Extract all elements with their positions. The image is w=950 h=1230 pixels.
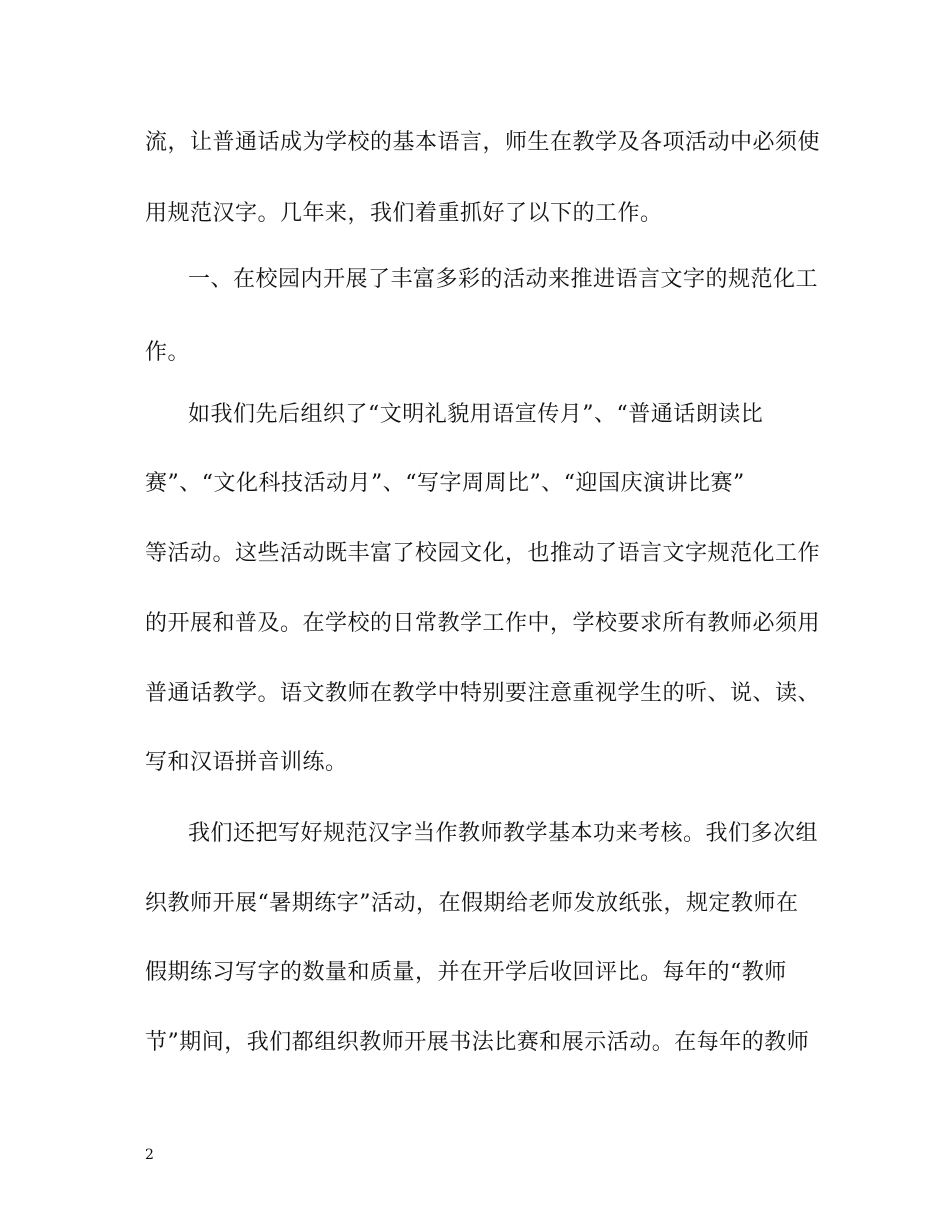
text-line: 写和汉语拼音训练。	[145, 750, 348, 775]
page-number: 2	[145, 1147, 154, 1163]
text-line: 一、在校园内开展了丰富多彩的活动来推进语言文字的规范化工	[188, 267, 819, 292]
text-line: 我们还把写好规范汉字当作教师教学基本功来考核。我们多次组	[188, 821, 819, 846]
text-line: 流，让普通话成为学校的基本语言，师生在教学及各项活动中必须使	[145, 130, 821, 155]
text-line: 用规范汉字。几年来，我们着重抓好了以下的工作。	[145, 201, 663, 226]
text-line: 赛”、“文化科技活动月”、“写字周周比”、“迎国庆演讲比赛”	[145, 471, 745, 496]
text-line: 织教师开展“暑期练字”活动，在假期给老师发放纸张，规定教师在	[145, 891, 799, 916]
text-line: 节”期间，我们都组织教师开展书法比赛和展示活动。在每年的教师	[145, 1030, 810, 1055]
text-line: 假期练习写字的数量和质量，并在开学后收回评比。每年的“教师	[145, 960, 787, 985]
text-line: 的开展和普及。在学校的日常教学工作中，学校要求所有教师必须用	[145, 611, 821, 636]
text-line: 等活动。这些活动既丰富了校园文化，也推动了语言文字规范化工作	[145, 541, 821, 566]
text-line: 作。	[145, 340, 191, 365]
text-line: 如我们先后组织了“文明礼貌用语宣传月”、“普通话朗读比	[188, 402, 764, 427]
text-line: 普通话教学。语文教师在教学中特别要注意重视学生的听、说、读、	[145, 681, 821, 706]
